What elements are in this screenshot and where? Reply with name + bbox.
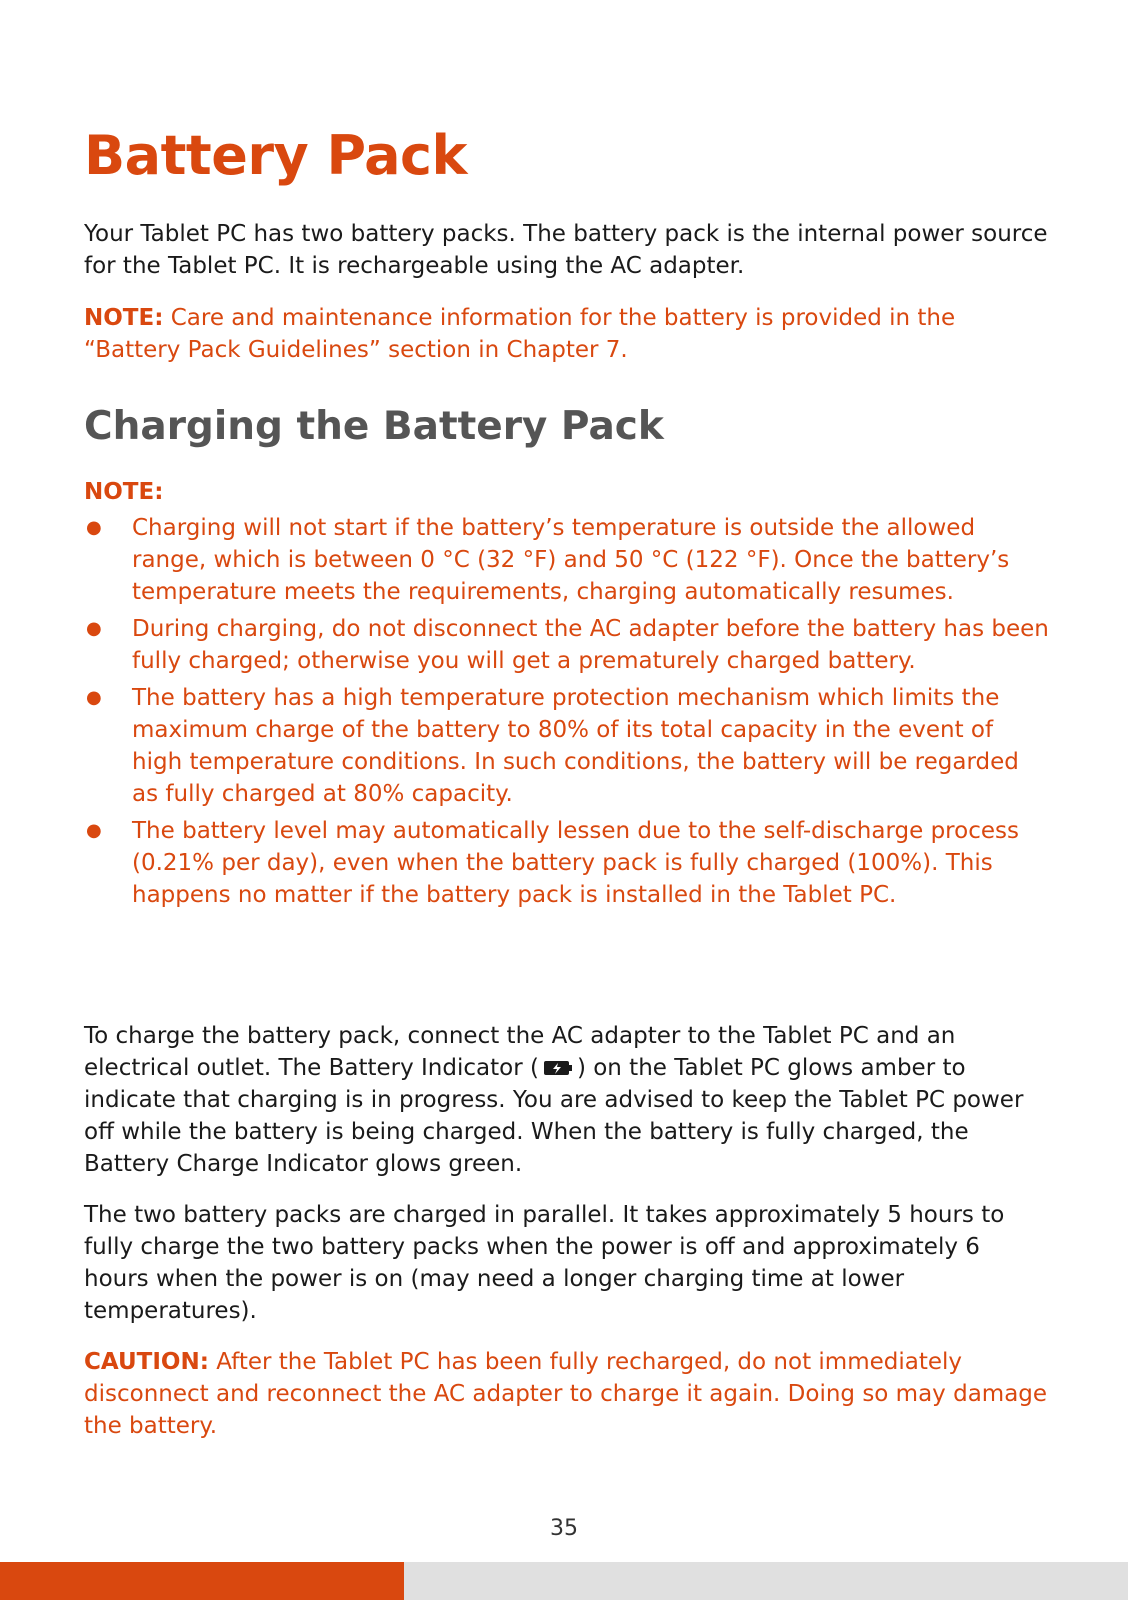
bullet-icon: ●: [86, 820, 102, 841]
parallel-text: The two battery packs are charged in parallel. It takes approximately 5 hours to fully charge the two battery packs when the power is off and approximately 6 hours when the power is on (may need a longer charging time at lower temperatures).: [84, 1202, 1005, 1324]
footer-gray-bar: [404, 1562, 1128, 1600]
charge-paragraph: To charge the battery pack, connect the AC adapter to the Tablet PC and an electrical outlet. The Battery Indicator ( ) on the Tablet PC glows amber to indicate that charging is in progress. You are advised to keep the Tablet PC power off while the battery is being charged. When the battery is fully charged, the Battery Charge Indicator glows green.: [84, 1023, 1024, 1177]
note-text: Care and maintenance information for the battery is provided in the “Battery Pack Guidelines” section in Chapter 7.: [84, 305, 956, 363]
page-title: Battery Pack: [84, 124, 467, 187]
section-title: Charging the Battery Pack: [84, 404, 664, 449]
bullet-icon: ●: [86, 687, 102, 708]
caution-note: [84, 1346, 1049, 1442]
caution-text: After the Tablet PC has been fully recharged, do not immediately disconnect and reconnect the AC adapter to charge it again. Doing so may damage the battery.: [84, 1349, 1048, 1439]
note-charging: [84, 476, 1049, 916]
note-guidelines: [84, 302, 1049, 366]
note-label: NOTE:: [84, 479, 164, 505]
caution-label: CAUTION:: [84, 1349, 209, 1375]
footer-accent-bar: [0, 1562, 404, 1600]
list-item: ● The battery level may automatically lessen due to the self-discharge process (0.21% per day), even when the battery pack is fully charged (100%). This happens no matter if the battery pack is installed in the Tablet PC.: [84, 815, 1049, 911]
note-label: NOTE:: [84, 305, 164, 331]
note-list: [84, 512, 1049, 911]
bullet-icon: ●: [86, 618, 102, 639]
page-number: 35: [550, 1516, 578, 1541]
bullet-icon: ●: [86, 517, 102, 538]
list-item: ● Charging will not start if the battery’s temperature is outside the allowed range, which is between 0 °C (32 °F) and 50 °C (122 °F). Once the battery’s temperature meets the requirements, charging automatically resumes.: [84, 512, 1049, 608]
battery-charging-icon: [543, 1059, 573, 1077]
intro-text: Your Tablet PC has two battery packs. The battery pack is the internal power source for the Tablet PC. It is rechargeable using the AC adapter.: [84, 221, 1048, 279]
parallel-paragraph: [84, 1199, 1049, 1327]
list-item: ● During charging, do not disconnect the AC adapter before the battery has been fully charged; otherwise you will get a prematurely charged battery.: [84, 613, 1049, 677]
intro-paragraph: [84, 218, 1049, 282]
list-item: ● The battery has a high temperature protection mechanism which limits the maximum charge of the battery to 80% of its total capacity in the event of high temperature conditions. In such conditions, the battery will be regarded as fully charged at 80% capacity.: [84, 682, 1049, 810]
